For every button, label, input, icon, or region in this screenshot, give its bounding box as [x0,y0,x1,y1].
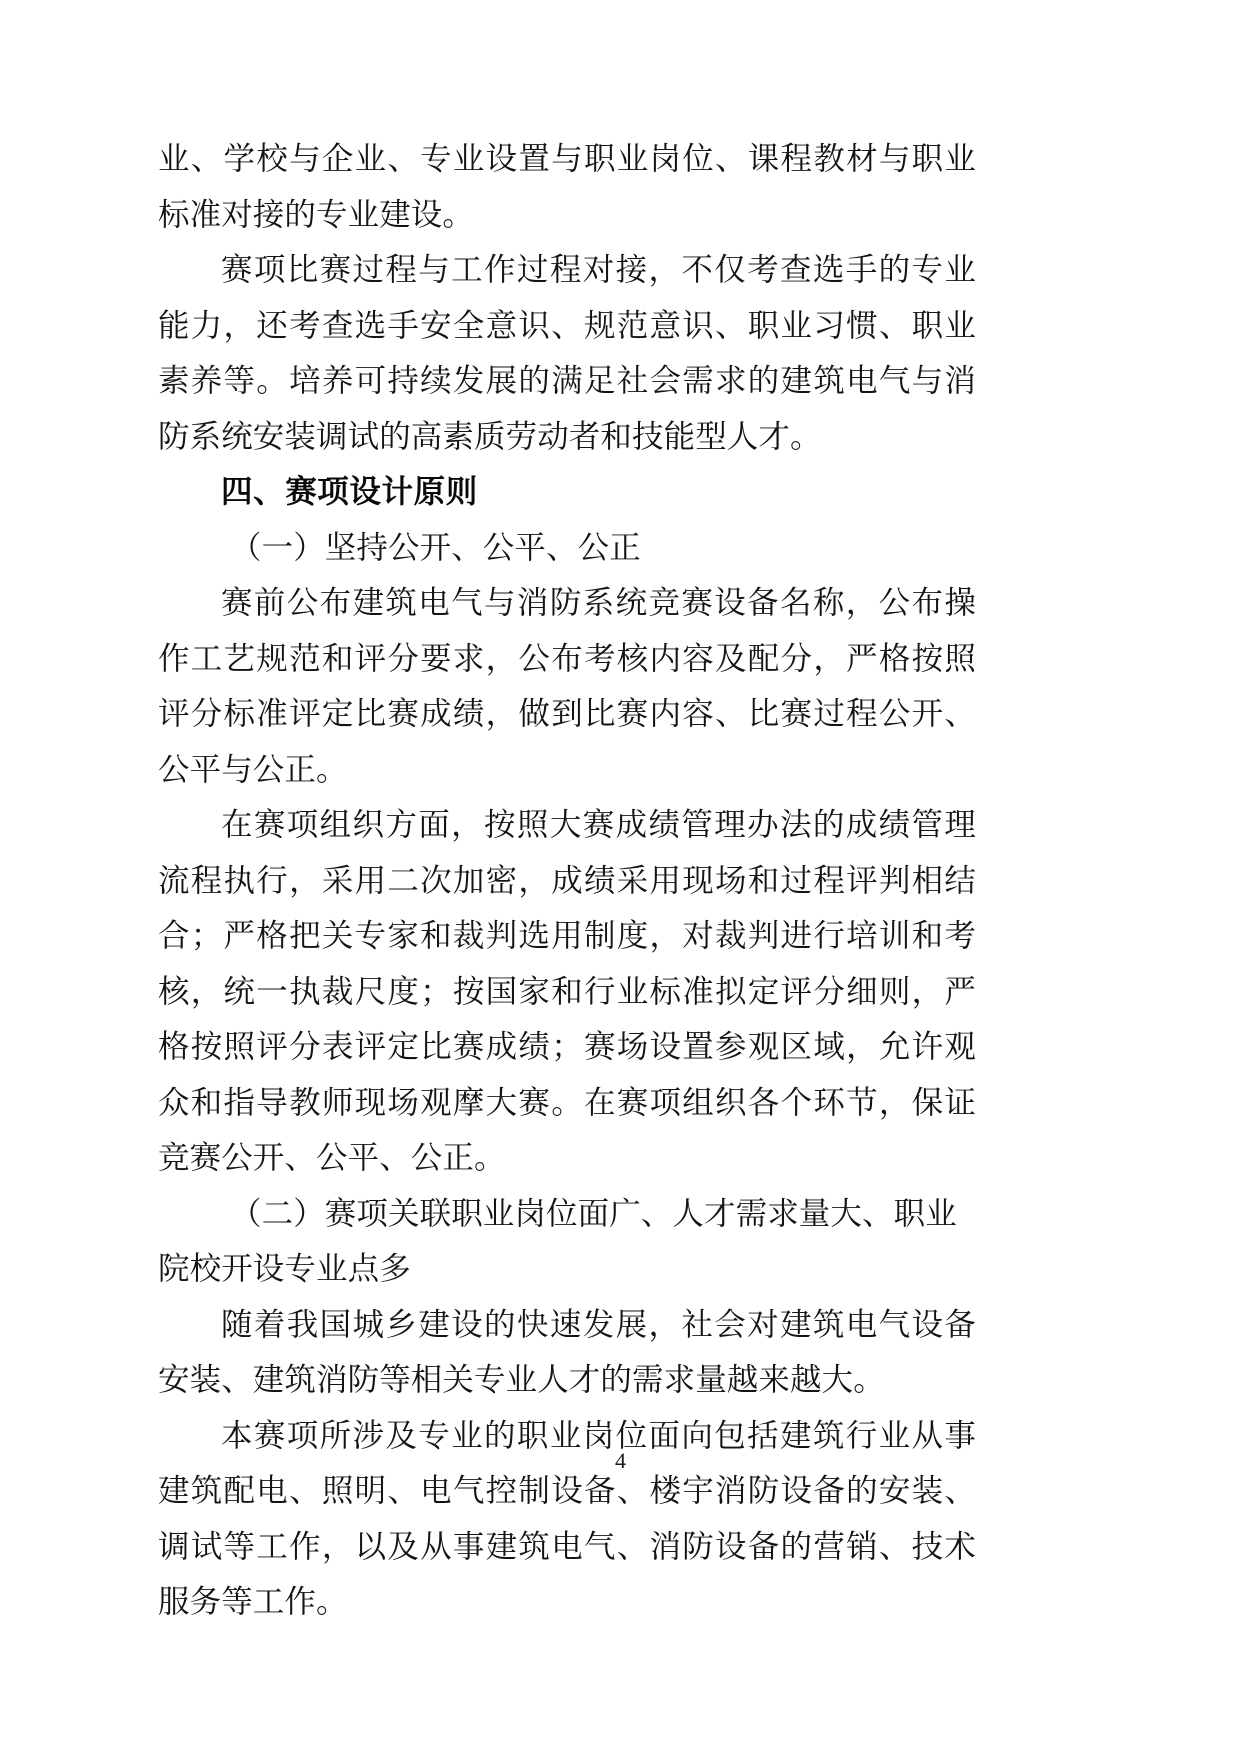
paragraph-fairness-announcement: 赛前公布建筑电气与消防系统竞赛设备名称，公布操作工艺规范和评分要求，公布考核内容及配分，严格按照评分标准评定比赛成绩，做到比赛内容、比赛过程公开、公平与公正。 [158,585,976,788]
subheading-principle-two: （二）赛项关联职业岗位面广、人才需求量大、职业院校开设专业点多 [158,1195,957,1287]
paragraph-competition-process: 赛项比赛过程与工作过程对接，不仅考查选手的专业能力，还考查选手安全意识、规范意识、职业习惯、职业素养等。培养可持续发展的满足社会需求的建筑电气与消防系统安装调试的高素质劳动者和技能型人才。 [158,252,976,455]
page-number: 4 [615,1448,626,1473]
heading-section-four: 四、赛项设计原则 [221,474,478,510]
page-content [158,132,976,1631]
paragraph-continuation: 业、学校与企业、专业设置与职业岗位、课程教材与职业标准对接的专业建设。 [158,141,976,233]
subheading-principle-one: （一）坚持公开、公平、公正 [230,529,641,566]
paragraph-urban-development: 随着我国城乡建设的快速发展，社会对建筑电气设备安装、建筑消防等相关专业人才的需求量越来越大。 [158,1306,976,1398]
paragraph-competition-organization: 在赛项组织方面，按照大赛成绩管理办法的成绩管理流程执行，采用二次加密，成绩采用现场和过程评判相结合；严格把关专家和裁判选用制度，对裁判进行培训和考核，统一执裁尺度；按国家和行业标准拟定评分细则，严格按照评分表评定比赛成绩；赛场设置参观区域，允许观众和指导教师现场观摩大赛。在赛项组织各个环节，保证竞赛公开、公平、公正。 [158,807,976,1176]
paragraph-job-positions: 本赛项所涉及专业的职业岗位面向包括建筑行业从事建筑配电、照明、电气控制设备、楼宇消防设备的安装、调试等工作，以及从事建筑电气、消防设备的营销、技术服务等工作。 [158,1417,976,1620]
